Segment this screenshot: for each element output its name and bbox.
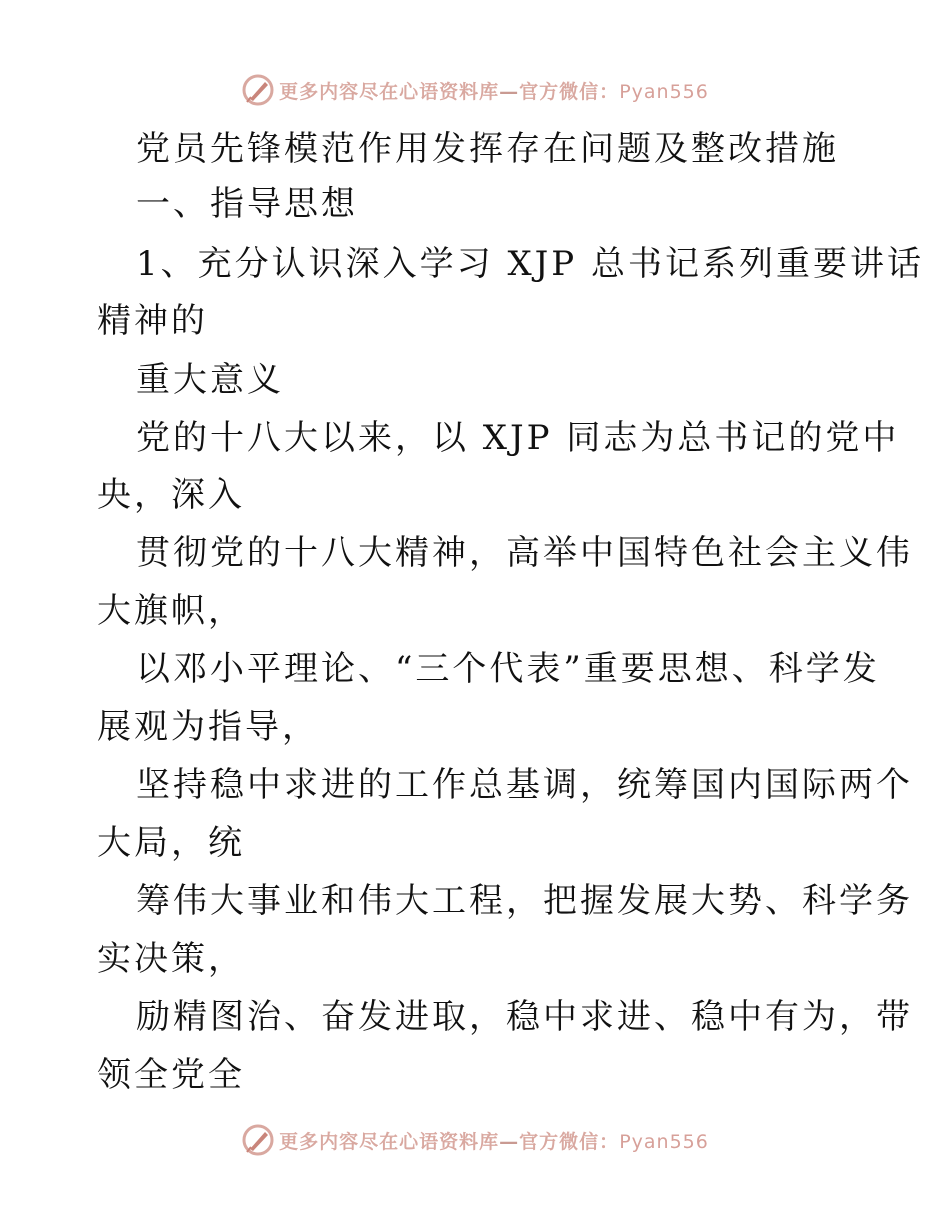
section-heading: 一、指导思想	[136, 184, 358, 224]
text-line: 励精图治、奋发进取，稳中求进、稳中有为，带	[136, 997, 913, 1037]
text-line: 大旗帜，	[97, 591, 245, 631]
text-line: 精神的	[97, 301, 208, 341]
document-title: 党员先锋模范作用发挥存在问题及整改措施	[136, 129, 839, 169]
watermark-site: 更多内容尽在心语资料库	[279, 80, 500, 103]
text-line: 1、充分认识深入学习 XJP 总书记系列重要讲话	[136, 244, 924, 284]
text-line: 贯彻党的十八大精神，高举中国特色社会主义伟	[136, 533, 913, 573]
text-line: 筹伟大事业和伟大工程，把握发展大势、科学务	[136, 881, 913, 921]
header-watermark	[0, 70, 950, 110]
text-line: 展观为指导，	[97, 707, 319, 747]
watermark-wechat-handle: Pyan556	[619, 80, 709, 103]
quill-logo-icon	[241, 1123, 275, 1157]
text-line: 央，深入	[97, 475, 245, 515]
watermark-text	[279, 1127, 709, 1154]
watermark-separator: —	[499, 1130, 520, 1153]
quill-logo-icon	[241, 73, 275, 107]
footer-watermark	[0, 1120, 950, 1160]
text-line: 以邓小平理论、“三个代表”重要思想、科学发	[136, 649, 880, 689]
watermark-wechat-label: 官方微信：	[519, 80, 620, 103]
text-line: 实决策，	[97, 939, 245, 979]
watermark-wechat-label: 官方微信：	[519, 1130, 620, 1153]
text-line: 坚持稳中求进的工作总基调，统筹国内国际两个	[136, 765, 913, 805]
text-line: 领全党全	[97, 1055, 245, 1095]
text-line: 重大意义	[136, 360, 284, 400]
text-line: 党的十八大以来，以 XJP 同志为总书记的党中	[136, 418, 900, 458]
text-line: 大局，统	[97, 823, 245, 863]
watermark-separator: —	[499, 80, 520, 103]
watermark-site: 更多内容尽在心语资料库	[279, 1130, 500, 1153]
watermark-wechat-handle: Pyan556	[619, 1130, 709, 1153]
watermark-text	[279, 77, 709, 104]
